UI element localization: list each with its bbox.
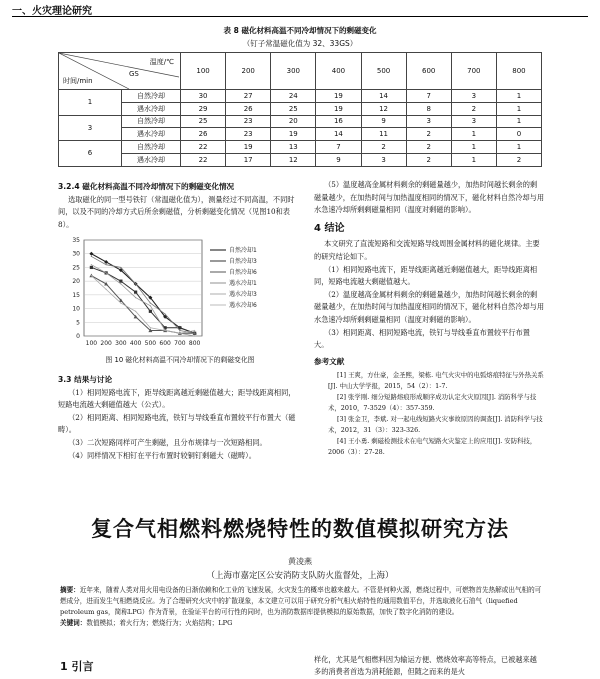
value-cell: 3 [406, 115, 451, 128]
value-cell: 14 [316, 128, 361, 141]
data-point [149, 310, 152, 313]
reference-item: [4] 王小勇. 剩磁检测技术在电气短路火灾鉴定上的应用[J]. 安防科技，2006（3）：27-28. [328, 437, 537, 457]
corner-time-label: 时间/min [63, 77, 93, 85]
table-row [59, 90, 542, 103]
value-cell: 26 [181, 128, 226, 141]
value-cell: 25 [181, 115, 226, 128]
table-corner-cell [59, 53, 181, 90]
temp-header: 600 [406, 53, 451, 90]
value-cell: 1 [451, 128, 496, 141]
intro-text: 样化，尤其是气相燃料因为输运方便、燃烧效率高等特点，已被越来越多的消费者首选为消耗能源，但随之而来的是火 [314, 655, 537, 676]
plot-frame [84, 240, 202, 336]
temp-header: 100 [181, 53, 226, 90]
value-cell: 7 [316, 141, 361, 154]
value-cell: 22 [181, 141, 226, 154]
running-header: 一、火灾理论研究 [12, 6, 92, 17]
table-header-row [59, 53, 542, 90]
temp-header: 500 [361, 53, 406, 90]
value-cell: 17 [226, 153, 271, 166]
time-cell: 3 [59, 115, 122, 141]
method-cell: 自然冷却 [122, 141, 181, 154]
x-tick-label: 100 [85, 340, 98, 347]
value-cell: 22 [181, 153, 226, 166]
data-point [90, 266, 93, 269]
data-point [104, 282, 108, 286]
data-point [135, 297, 136, 298]
value-cell: 2 [406, 141, 451, 154]
value-cell: 27 [226, 90, 271, 103]
value-cell: 14 [361, 90, 406, 103]
value-cell: 25 [271, 102, 316, 115]
temp-header: 200 [226, 53, 271, 90]
value-cell: 19 [271, 128, 316, 141]
data-point [150, 327, 151, 328]
value-cell: 11 [361, 128, 406, 141]
article-affiliation: （上海市嘉定区公安消防支队防火监督处，上海） [206, 571, 394, 581]
value-cell: 3 [451, 90, 496, 103]
value-cell: 0 [496, 128, 541, 141]
x-tick-label: 800 [188, 340, 201, 347]
data-point [150, 302, 151, 303]
series-line [91, 265, 194, 336]
value-cell: 16 [316, 115, 361, 128]
x-tick-label: 300 [115, 340, 127, 347]
data-point [194, 333, 195, 334]
data-point [91, 275, 92, 276]
method-cell: 遇水冷却 [122, 153, 181, 166]
value-cell: 2 [496, 153, 541, 166]
data-point [106, 289, 107, 290]
y-tick-label: 20 [72, 278, 80, 286]
time-cell: 1 [59, 90, 122, 116]
reference-item: [3] 张金卫，李斌. 对一起电线短路火灾事故原因的调查[J]. 消防科学与技术，2012，31（3）：323-326. [328, 415, 543, 435]
data-point [135, 311, 136, 312]
y-tick-label: 0 [76, 333, 80, 340]
discussion-item-1: （1）相同短路电流下，距导线距离越近剩磁值越大；距导线距离相同，短路电流越大剩磁值越大（公式）。 [58, 387, 296, 410]
article-title: 复合气相燃料燃烧特性的数值模拟研究方法 [91, 516, 509, 541]
temp-header: 700 [451, 53, 496, 90]
table-row [59, 141, 542, 154]
data-point [134, 291, 137, 294]
data-point [179, 330, 180, 331]
value-cell: 26 [226, 102, 271, 115]
conclusion-item-1: （1）相同短路电流下，距导线距离越近剩磁值越大，距导线距离相同，短路电流越大剩磁值越大。 [314, 264, 538, 287]
table-subcaption: （钉子常温磁化值为 32、33GS） [242, 39, 358, 48]
value-cell: 2 [406, 153, 451, 166]
y-tick-label: 10 [72, 305, 80, 313]
value-cell: 13 [271, 141, 316, 154]
x-tick-label: 200 [100, 340, 112, 347]
y-tick-label: 25 [72, 264, 80, 272]
reference-item: [2] 张学刚. 细分短路熔痕形成顺序成功认定火灾原因[J]. 消防科学与技术，2010，7-3529（4）：357-359. [328, 393, 537, 413]
y-tick-label: 15 [72, 291, 80, 299]
value-cell: 30 [181, 90, 226, 103]
data-point [135, 283, 136, 284]
x-tick-label: 600 [159, 340, 171, 347]
table-8 [58, 52, 542, 167]
x-tick-label: 700 [174, 340, 186, 347]
data-point [194, 330, 195, 331]
value-cell: 12 [361, 102, 406, 115]
method-cell: 遇水冷却 [122, 128, 181, 141]
data-point [91, 256, 92, 257]
left-column-bottom [58, 374, 302, 462]
discussion-item-4: （4）同样情况下相钉在平行布置时较铜钉剩磁大（磁畴）。 [68, 450, 256, 460]
reference-item: [1] 王爽，方仕豪，金圣熙，梁栋. 电气火灾中的电弧熔痕特征与外热关系[J]. 中山大学学报，2015，54（2）：1-7. [328, 371, 544, 391]
data-point [106, 272, 107, 273]
value-cell: 19 [316, 102, 361, 115]
method-cell: 遇水冷却 [122, 102, 181, 115]
method-cell: 自然冷却 [122, 115, 181, 128]
value-cell: 2 [361, 141, 406, 154]
keywords-label: 关键词： [60, 619, 87, 627]
figure-10-caption: 图 10 磁化材料高温不同冷却情况下的剩磁变化图 [105, 356, 255, 364]
references-heading: 参考文献 [314, 356, 345, 366]
value-cell: 19 [316, 90, 361, 103]
y-tick-label: 5 [76, 319, 80, 327]
abstract-text: 近年来，随着人类对用火用电设备的日渐依赖和化工业的飞速发展，火灾发生的概率也越来越大。不管是何种火源，燃烧过程中，可燃物首先热解或出气相的可燃成分，进而发生气相燃烧反应。为了合理研究火灾中的扩散现象，本文建立可以用于研究分析气相火焰特性的通用数值平台，并选取液化石油气（liquefied petroleum gas，简称LPG）作为背景，在验证平台的可行性的同时，也为消防数据库提供模拟的原始数据，加快了数字化消防的建设。 [60, 586, 542, 616]
value-cell: 1 [496, 141, 541, 154]
conclusion-item-2: （2）温度越高金属材料剩余的剩磁量越少，加热时间越长剩余的剩磁量越少，在加热时间与加热温度相同的情况下，磁化材料自然冷却与用水急速冷却所剩剩磁量相同（温度对剩磁的影响）。 [314, 289, 545, 324]
value-cell: 1 [496, 90, 541, 103]
discussion-item-3: （3）二次短路同样可产生剩磁，且分布规律与一次短路相同。 [68, 437, 267, 447]
value-cell: 1 [496, 115, 541, 128]
value-cell: 9 [316, 153, 361, 166]
section-4-heading: 4 结论 [314, 222, 345, 234]
data-point [165, 313, 166, 314]
article-abstract [60, 585, 544, 629]
corner-gs-label: GS [129, 70, 139, 78]
legend-label: 自然冷却3 [229, 258, 257, 265]
conclusion-item-3: （3）相同距离、相同短路电流，铁钉与导线垂直布置较平行布置大。 [314, 327, 530, 350]
temp-header: 300 [271, 53, 316, 90]
section-3-2-4-heading: 3.2.4 磁化材料高温不同冷却情况下的剩磁变化情况 [58, 182, 235, 191]
corner-temp-label: 温度/℃ [149, 58, 174, 66]
time-cell: 6 [59, 141, 122, 167]
legend-label: 自然冷却1 [229, 247, 257, 254]
legend-label: 自然冷却6 [229, 269, 257, 276]
value-cell: 1 [451, 141, 496, 154]
abstract-label: 摘要： [60, 586, 80, 594]
value-cell: 24 [271, 90, 316, 103]
temp-header: 800 [496, 53, 541, 90]
section-3-2-4-paragraph: 选取磁化的同一型号铁钉（常温磁化值为），测量经过不同高温，不同时间，以及不同的冷却方式后所余剩磁值，分析剩磁变化情况（见图10和表8）。 [58, 194, 295, 229]
legend-label: 遇水冷却6 [229, 302, 257, 309]
value-cell: 12 [271, 153, 316, 166]
figure-10-chart [58, 234, 302, 352]
data-point [91, 264, 92, 265]
x-tick-label: 500 [144, 340, 157, 347]
article-author: 黄凌燕 [288, 557, 312, 566]
discussion-item-2: （2）相同距离、相同短路电流，铁钉与导线垂直布置较平行布置大（磁畴）。 [58, 412, 296, 435]
value-cell: 1 [496, 102, 541, 115]
x-tick-label: 400 [129, 340, 142, 347]
header-rule [12, 16, 588, 17]
conclusion-intro: 本文研究了直流短路和交流短路导线周围金属材料的磁化规律。主要的研究结论如下。 [314, 239, 540, 261]
data-point [106, 264, 107, 265]
value-cell: 9 [361, 115, 406, 128]
temp-header: 400 [316, 53, 361, 90]
data-point [119, 280, 122, 283]
value-cell: 2 [406, 128, 451, 141]
y-tick-label: 35 [72, 237, 80, 244]
discussion-item-5: （5）温度越高金属材料剩余的剩磁量越少，加热时间越长剩余的剩磁量越少，在加热时间与加热温度相同的情况下，磁化材料自然冷却与用水急速冷却所剩剩磁量相同（温度对剩磁的影响）。 [314, 180, 545, 215]
chart-plot-area [72, 237, 257, 347]
legend-label: 遇水冷却1 [229, 280, 257, 287]
value-cell: 1 [451, 153, 496, 166]
data-point [120, 302, 121, 303]
data-point [150, 305, 151, 306]
data-point [120, 267, 121, 268]
value-cell: 2 [451, 102, 496, 115]
section-3-3-heading: 3.3 结果与讨论 [58, 375, 113, 384]
value-cell: 3 [361, 153, 406, 166]
method-cell: 自然冷却 [122, 90, 181, 103]
value-cell: 29 [181, 102, 226, 115]
table-caption: 表 8 磁化材料高温不同冷却情况下的剩磁变化 [223, 26, 377, 35]
data-point [120, 283, 121, 284]
value-cell: 19 [226, 141, 271, 154]
value-cell: 7 [406, 90, 451, 103]
table-row [59, 153, 542, 166]
value-cell: 20 [271, 115, 316, 128]
value-cell: 23 [226, 115, 271, 128]
y-tick-label: 30 [72, 250, 80, 258]
table-row [59, 128, 542, 141]
value-cell: 8 [406, 102, 451, 115]
left-column-top [58, 181, 302, 231]
intro-heading: 1 引言 [60, 660, 94, 673]
table-row [59, 102, 542, 115]
data-point [165, 330, 166, 331]
right-column [314, 179, 544, 458]
value-cell: 3 [451, 115, 496, 128]
table-row [59, 115, 542, 128]
data-point [194, 335, 195, 336]
legend-label: 遇水冷却3 [229, 291, 257, 298]
value-cell: 23 [226, 128, 271, 141]
keywords-text: 数值模拟；着火行为；燃烧行为；火焰结构；LPG [86, 619, 233, 627]
data-point [179, 333, 180, 334]
